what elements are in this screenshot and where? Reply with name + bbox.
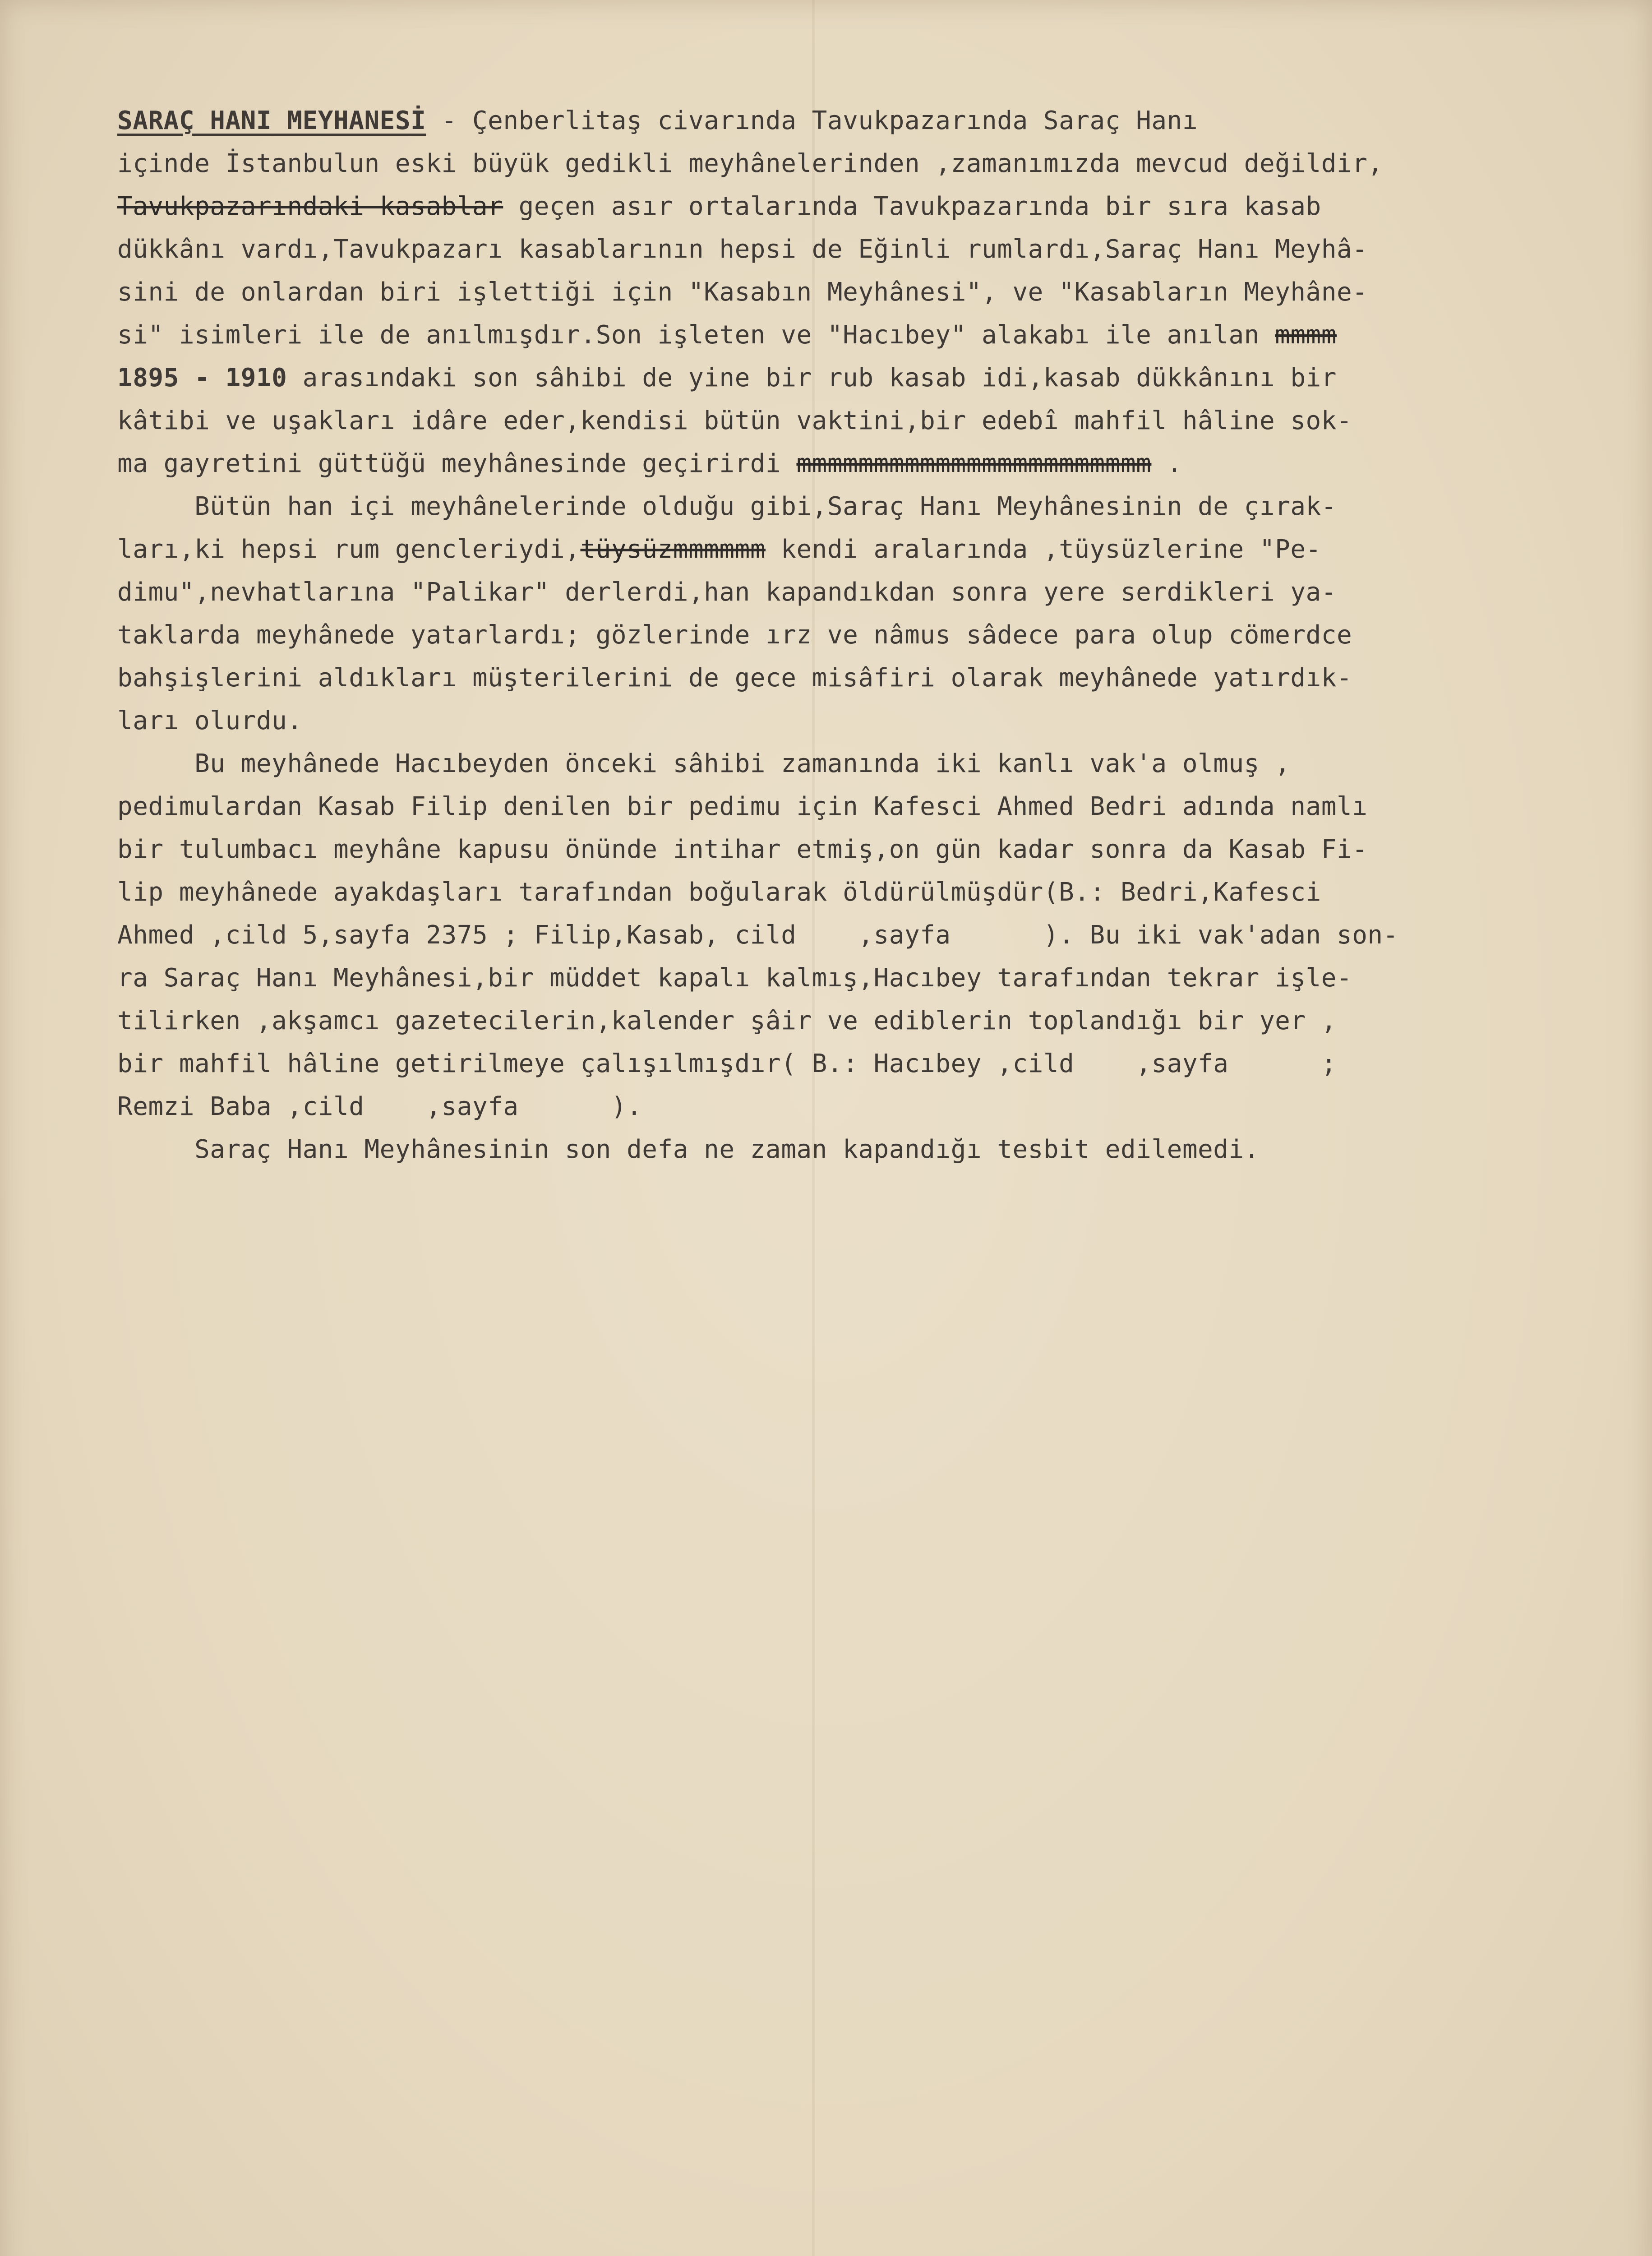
- text-segment: ra Saraç Hanı Meyhânesi,bir müddet kapalı kalmış,Hacıbey tarafından tekrar işle-: [117, 963, 1352, 993]
- text-line: [117, 1051, 1337, 1077]
- text-line: [117, 320, 1337, 350]
- text-segment: ma gayretini güttüğü meyhânesinde geçirirdi: [117, 449, 797, 478]
- text-segment: .: [1151, 449, 1182, 478]
- text-segment: tilirken ,akşamcı gazetecilerin,kalender şâir ve ediblerin toplandığı bir yer ,: [117, 1006, 1337, 1036]
- text-segment: arasındaki son sâhibi de yine bir rub kasab idi,kasab dükkânını bir: [287, 363, 1337, 393]
- text-line: [117, 963, 1352, 993]
- struck-out-text: Tavukpazarındaki kasablar: [117, 192, 503, 221]
- document-heading: SARAÇ HANI MEYHANESİ: [117, 106, 426, 135]
- text-segment: sini de onlardan biri işlettiği için "Kasabın Meyhânesi", ve "Kasabların Meyhâne-: [117, 277, 1368, 307]
- struck-out-text: mmmm: [1275, 320, 1337, 350]
- text-segment: bir mahfil hâline getirilmeye çalışılmışdır( B.: Hacıbey ,cild ,sayfa ;: [117, 1049, 1337, 1078]
- text-line: [117, 708, 303, 734]
- text-segment: ları,ki hepsi rum gencleriydi,: [117, 535, 581, 564]
- text-segment: bahşişlerini aldıkları müşterilerini de gece misâfiri olarak meyhânede yatırdık-: [117, 663, 1352, 693]
- text-line: [117, 837, 1367, 862]
- text-line: [117, 194, 1321, 219]
- text-line: [117, 580, 1337, 605]
- text-segment: kendi aralarında ,tüysüzlerine "Pe-: [766, 535, 1321, 564]
- text-segment: kâtibi ve uşakları idâre eder,kendisi bütün vaktini,bir edebî mahfil hâline sok-: [117, 406, 1352, 435]
- text-segment: - Çenberlitaş civarında Tavukpazarında Saraç Hanı: [426, 106, 1198, 135]
- text-segment: Saraç Hanı Meyhânesinin son defa ne zaman kapandığı tesbit edilemedi.: [117, 1135, 1260, 1164]
- text-segment: Bu meyhânede Hacıbeyden önceki sâhibi zamanında iki kanlı vak'a olmuş ,: [117, 749, 1291, 778]
- text-segment: pedimulardan Kasab Filip denilen bir pedimu için Kafesci Ahmed Bedri adında namlı: [117, 792, 1368, 821]
- text-segment: içinde İstanbulun eski büyük gedikli meyhânelerinden ,zamanımızda mevcud değildir,: [117, 149, 1383, 178]
- text-line: [117, 365, 1337, 391]
- text-segment: dükkânı vardı,Tavukpazarı kasablarının hepsi de Eğinli rumlardı,Saraç Hanı Meyhâ-: [117, 235, 1368, 264]
- text-segment: taklarda meyhânede yatarlardı; gözlerinde ırz ve nâmus sâdece para olup cömerdce: [117, 620, 1352, 650]
- text-segment: Ahmed ,cild 5,sayfa 2375 ; Filip,Kasab, cild ,sayfa ). Bu iki vak'adan son-: [117, 920, 1398, 950]
- text-line: [117, 108, 1198, 134]
- text-segment: lip meyhânede ayakdaşları tarafından boğularak öldürülmüşdür(B.: Bedri,Kafesci: [117, 878, 1321, 907]
- text-line: [117, 237, 1367, 262]
- text-segment: Remzi Baba ,cild ,sayfa ).: [117, 1092, 642, 1121]
- text-segment: ları olurdu.: [117, 706, 303, 735]
- text-line: [117, 1094, 642, 1119]
- struck-out-text: tüysüzmmmmmm: [580, 535, 766, 564]
- text-line: [117, 751, 1290, 777]
- text-line: [117, 1137, 1260, 1162]
- text-line: [117, 663, 1352, 693]
- text-line: [117, 537, 1321, 562]
- text-line: [117, 494, 1337, 519]
- text-line: [117, 151, 1383, 176]
- text-line: [117, 880, 1321, 905]
- struck-out-text: mmmmmmmmmmmmmmmmmmmmmmm: [796, 449, 1152, 478]
- text-segment: si" isimleri ile de anılmışdır.Son işleten ve "Hacıbey" alakabı ile anılan: [117, 320, 1275, 350]
- text-line: [117, 620, 1352, 650]
- text-line: [117, 920, 1398, 950]
- date-range: 1895 - 1910: [117, 363, 287, 393]
- text-line: [117, 794, 1367, 819]
- text-line: [117, 1008, 1337, 1034]
- text-segment: Bütün han içi meyhânelerinde olduğu gibi,Saraç Hanı Meyhânesinin de çırak-: [117, 492, 1337, 521]
- text-line: [117, 408, 1352, 434]
- text-line: [117, 451, 1182, 476]
- text-segment: bir tulumbacı meyhâne kapusu önünde intihar etmiş,on gün kadar sonra da Kasab Fi-: [117, 835, 1368, 864]
- text-segment: dimu",nevhatlarına "Palikar" derlerdi,han kapandıkdan sonra yere serdikleri ya-: [117, 578, 1337, 607]
- text-line: [117, 277, 1368, 307]
- text-segment: geçen asır ortalarında Tavukpazarında bir sıra kasab: [503, 192, 1321, 221]
